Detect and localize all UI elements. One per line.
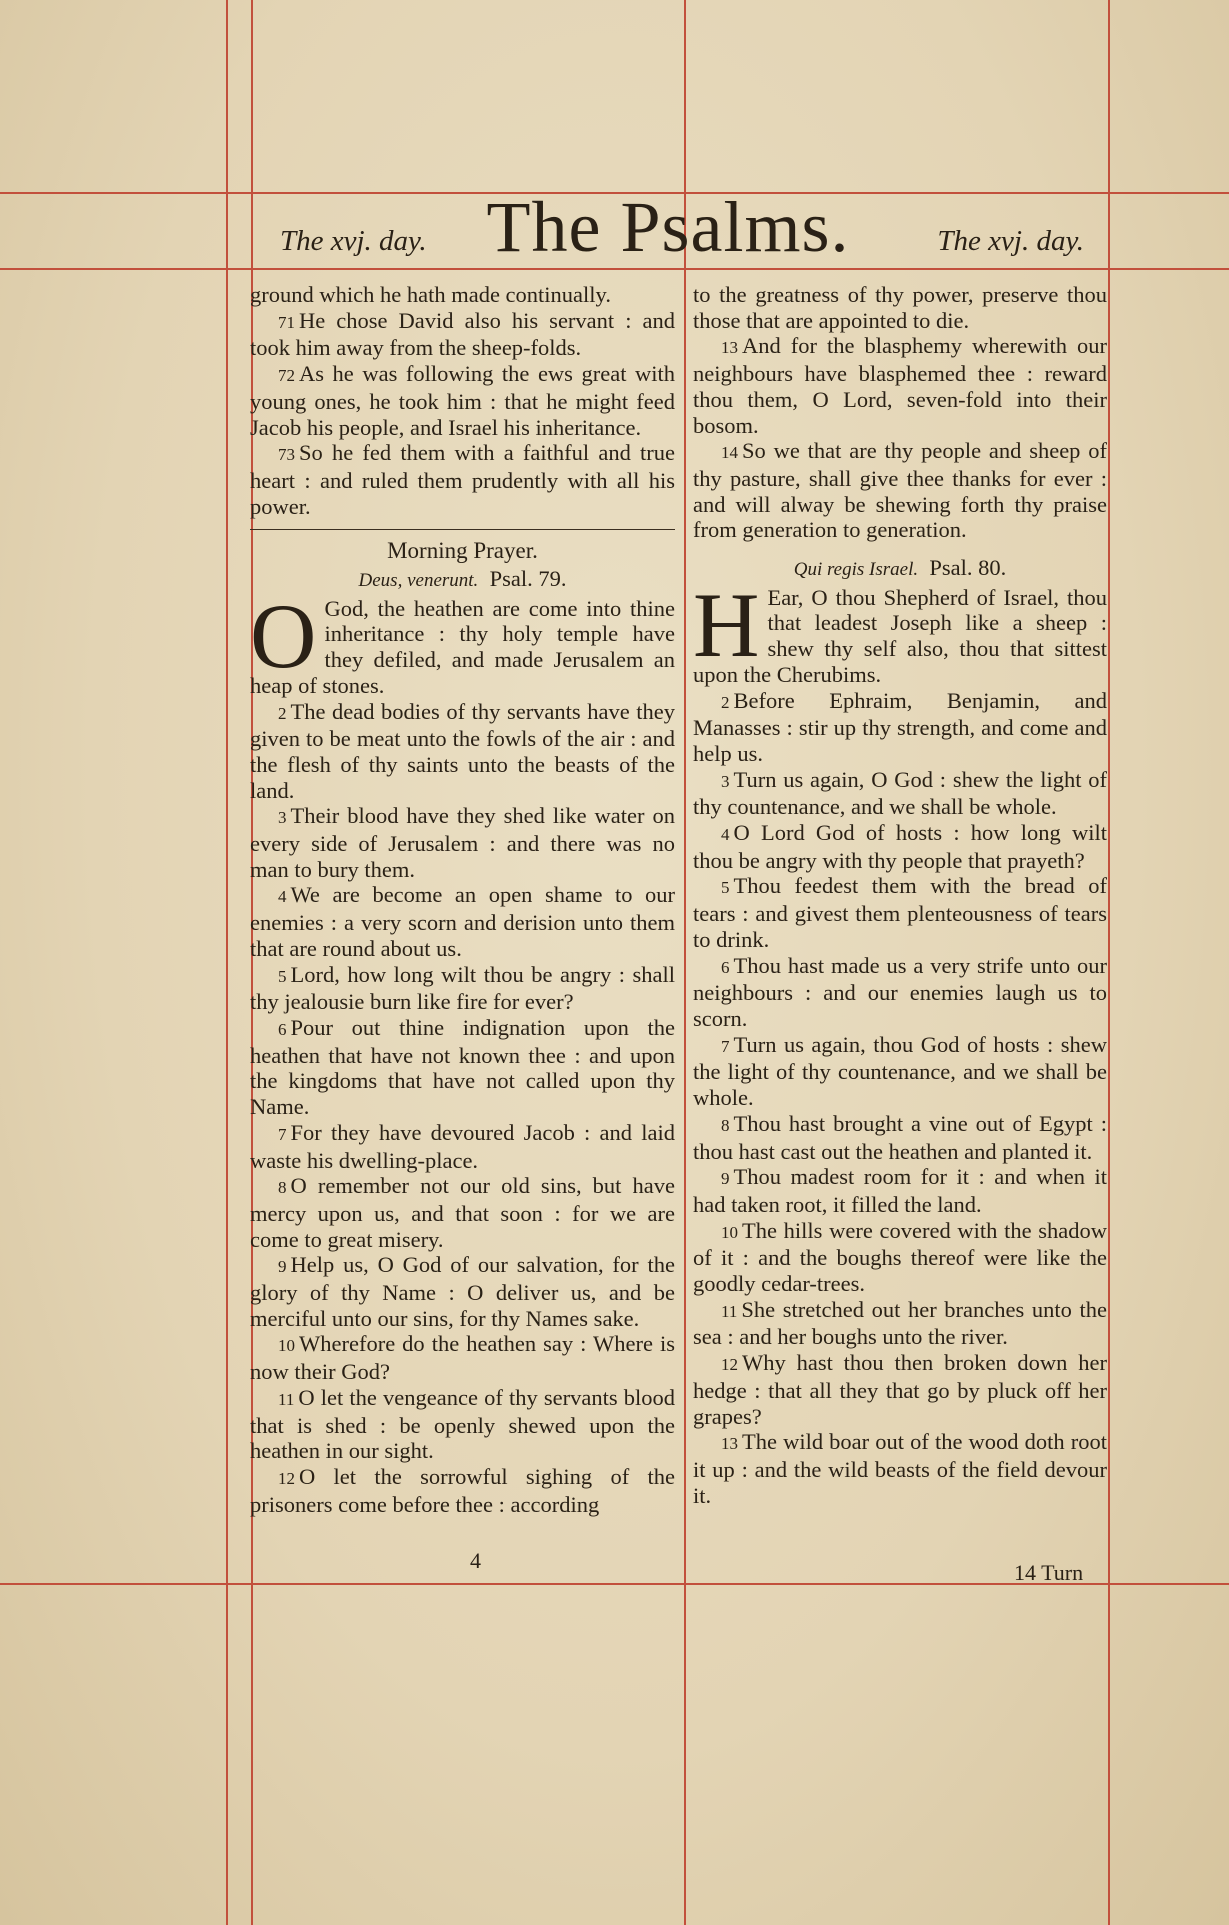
psalm-79-verse-3: 3 Their blood have they shed like water on every side of Jerusalem : and there was no man to bury them.: [250, 803, 675, 882]
psalm-80-verse-12: 12 Why hast thou then broken down her hedge : that all they that go by pluck off her grapes?: [693, 1350, 1107, 1429]
verse-14: 14 So we that are thy people and sheep of thy pasture, shall give thee thanks for ever : and will alway be shewing forth thy praise from generation to generation.: [693, 438, 1107, 543]
psalm-79-verse-6: 6 Pour out thine indignation upon the heathen that have not known thee : and upon the kingdoms that have not called upon thy Name.: [250, 1014, 675, 1120]
psalm-80-verse-2: 2 Before Ephraim, Benjamin, and Manasses : stir up thy strength, and come and help us.: [693, 687, 1107, 766]
red-rule-right: [1108, 0, 1110, 1925]
psalm-79-verse-10: 10 Wherefore do the heathen say : Where is now their God?: [250, 1331, 675, 1385]
verse-71: 71 He chose David also his servant : and took him away from the sheep-folds.: [250, 307, 675, 361]
psalm-80-verse-9: 9 Thou madest room for it : and when it had taken root, it filled the land.: [693, 1164, 1107, 1217]
verse-13: 13 And for the blasphemy wherewith our neighbours have blasphemed thee : reward thou them, O Lord, seven-fold into their bosom.: [693, 333, 1107, 438]
psalm-80-verse-5: 5 Thou feedest them with the bread of tears : and givest them plenteousness of tears to drink.: [693, 873, 1107, 952]
psalm-80-verses: [693, 688, 1107, 1509]
psalm-80-verse-1: H Ear, O thou Shepherd of Israel, thou that leadest Joseph like a sheep : shew thy self also, thou that sittest upon the Cherubims.: [693, 573, 1107, 687]
psalm-80-verse-4: 4 O Lord God of hosts : how long wilt thou be angry with thy people that prayeth?: [693, 820, 1107, 873]
verse-73: 73 So he fed them with a faithful and true heart : and ruled them prudently with all his power.: [250, 440, 675, 519]
psalm-79-verse-12: 12 O let the sorrowful sighing of the prisoners come before thee : according: [250, 1463, 675, 1517]
section-title: Morning Prayer.: [387, 538, 538, 564]
psalm-79-verses: [250, 699, 675, 1518]
section-divider: [250, 529, 675, 530]
verse-line: to the greatness of thy power, preserve thou those that are appointed to die.: [693, 282, 1107, 333]
psalm-79-verse-1: O God, the heathen are come into thine inheritance : thy holy temple have they defiled, and made Jerusalem an heap of stones.: [250, 584, 675, 698]
drop-capital: H: [693, 573, 760, 676]
psalm-79-verse-5: 5 Lord, how long wilt thou be angry : shall thy jealousie burn like fire for ever?: [250, 961, 675, 1015]
running-header: [228, 186, 1108, 268]
psalm-80-verse-13: 13 The wild boar out of the wood doth root it up : and the wild beasts of the field devour it.: [693, 1429, 1107, 1508]
psalm-79-verse-2: 2 The dead bodies of thy servants have they given to be meat unto the fowls of the air : and the flesh of thy saints unto the beasts of the land.: [250, 698, 675, 803]
psalm-79-verse-7: 7 For they have devoured Jacob : and laid waste his dwelling-place.: [250, 1119, 675, 1173]
right-column: [693, 282, 1107, 1508]
psalm-80-verse-10: 10 The hills were covered with the shadow of it : and the boughs thereof were like the goodly cedar-trees.: [693, 1217, 1107, 1297]
red-rule-center: [684, 0, 686, 1925]
psalm-80-verse-3: 3 Turn us again, O God : shew the light of thy countenance, and we shall be whole.: [693, 766, 1107, 820]
psalm-80-verse-7: 7 Turn us again, thou God of hosts : shew the light of thy countenance, and we shall be whole.: [693, 1031, 1107, 1111]
verse-72: 72 As he was following the ews great with young ones, he took him : that he might feed Jacob his people, and Israel his inheritance.: [250, 361, 675, 440]
psalm-79-verse-9: 9 Help us, O God of our salvation, for the glory of thy Name : O deliver us, and be merciful unto our sins, for thy Names sake.: [250, 1252, 675, 1331]
drop-capital: O: [250, 584, 317, 687]
psalm-heading-80: Qui regis Israel. Psal. 80.: [793, 555, 1007, 581]
psalm-80-verse-11: 11 She stretched out her branches unto the sea : and her boughs unto the river.: [693, 1296, 1107, 1350]
psalm-heading-79: Deus, venerunt. Psal. 79.: [358, 566, 567, 592]
psalm-79-verse-8: 8 O remember not our old sins, but have mercy upon us, and that soon : for we are come to great misery.: [250, 1173, 675, 1252]
psalm-80-verse-6: 6 Thou hast made us a very strife unto our neighbours : and our enemies laugh us to scorn.: [693, 952, 1107, 1031]
left-column: [250, 282, 675, 1517]
page-title: The Psalms.: [486, 187, 850, 267]
verse-line: ground which he hath made continually.: [250, 282, 611, 307]
day-label-right: The xvj. day.: [937, 225, 1084, 257]
page-signature: 4: [470, 1548, 481, 1573]
red-rule-left-outer: [226, 0, 228, 1925]
catchword: 14 Turn: [1014, 1560, 1084, 1585]
psalm-79-verse-4: 4 We are become an open shame to our enemies : a very scorn and derision unto them that are round about us.: [250, 882, 675, 961]
psalm-79-verse-11: 11 O let the vengeance of thy servants blood that is shed : be openly shewed upon the heathen in our sight.: [250, 1384, 675, 1464]
psalm-80-verse-8: 8 Thou hast brought a vine out of Egypt : thou hast cast out the heathen and planted it.: [693, 1110, 1107, 1164]
day-label-left: The xvj. day.: [280, 225, 427, 257]
